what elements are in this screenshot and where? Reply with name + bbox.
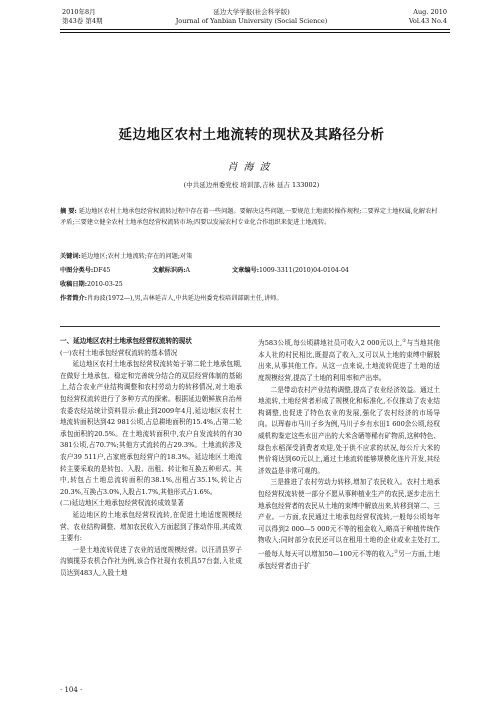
- classification-text: DF45: [93, 267, 111, 274]
- paragraph: 延边地区的土地承包经营权流转,在促进土地适度规模经营、农业结构调整、增加农民收入方面起到了推动作用,其成效主要有:: [60, 510, 242, 543]
- paragraph-text: 另一方面,土地承包经营者由于扩: [258, 550, 440, 570]
- header-volume-en: Vol.43 No.4: [408, 17, 447, 25]
- journal-name-cn: 延边大学学报(社会科学版): [213, 8, 290, 16]
- author-bio-text: 肖海波(1972—),男,吉林延吉人,中共延边州委党校培训部副主任,讲师。: [87, 295, 283, 302]
- article-no-label: 文章编号:: [231, 267, 259, 274]
- author-bio-label: 作者简介:: [60, 295, 88, 302]
- paragraph: 二是带动农村产业结构调整,提高了农业经济效益。通过土地流转,土地经营者形成了规模化和标准化,不仅推动了农业结构调整,也促进了特色农业的发展,强化了农村经济的市场导向。以珲春市马川子乡为例,马川子乡有水田1 600余公顷,经权威机构鉴定这些水田产出的大米含硒等稀有矿物质,这种特色、绿色水稻深受消费者欢迎,处于供不应求的状况,每公斤大米的售价将达到60元以上,通过土地流转能够规模化连片开发,其经济效益是非常可观的。: [258, 385, 440, 475]
- footnote-ref: ①: [402, 339, 407, 344]
- classification-line: [60, 266, 450, 276]
- abstract-label: 摘 要:: [60, 208, 77, 215]
- footnote-ref: ②: [393, 549, 399, 555]
- front-matter-divider: [60, 326, 440, 327]
- received-date: [60, 280, 123, 290]
- paragraph-text: 为583公顷,每公顷耕地社员可收入2 000元以上,: [258, 339, 403, 348]
- header-date-en: Aug. 2010: [413, 8, 447, 16]
- paragraph: 一是土地流转促进了农业的适度规模经营。以汪清县罗子沟镇揽芬农机合作社为例,该合作社现有农机具57台套,入社成员达到483人,入股土地: [60, 545, 242, 577]
- received-label: 收稿日期:: [60, 281, 88, 288]
- abstract: [60, 206, 440, 228]
- article-author: 肖海波: [227, 162, 276, 173]
- right-column: [258, 336, 440, 572]
- author-affiliation: (中共延边州委党校 培训部,吉林 延吉 133002): [183, 181, 320, 189]
- doc-code-label: 文献标识码:: [152, 267, 186, 274]
- keywords-label: 关键词:: [60, 253, 81, 260]
- abstract-text: 延边地区农村土地承包经营权流转过程中存在着一些问题。要解决这些问题,一要规范土地流转操作规程;二要界定土地权属,化解农村矛盾;三要建立健全农村土地承包经营权流转市场;四要以发展农村专业化合作组织来促进土地流转。: [60, 208, 438, 227]
- subsection-heading-1: (一)农村土地承包经营权流转的基本情况: [60, 348, 178, 357]
- author-bio: [60, 294, 283, 304]
- article-no-text: 1009-3311(2010)04-0104-04: [259, 267, 349, 274]
- left-column: [60, 336, 242, 579]
- subsection-heading-2: (二)延边地区土地承包经营权流转成效显著: [60, 499, 184, 508]
- header-rule-thick: [60, 29, 450, 30]
- received-text: 2010-03-25: [87, 281, 123, 288]
- keywords-text: 延边地区;农村土地流转;存在的问题;对策: [80, 253, 193, 260]
- paragraph: [258, 336, 440, 385]
- paragraph: 延边地区农村土地承包经营权流转始于第二轮土地承包期,在做好土地承包、稳定和完善统分结合的双层经营体制的基础上,结合农业产业结构调整和农村劳动力的转移情况,对土地承包经营权流转进行了多种方式的探索。根据延边朝鲜族自治州农委农经站统计资料显示:截止到2009年4月,延边地区农村土地流转面积达到42 981公顷,占总耕地面积的15.4%,占第二轮承包面积的20.5%。在土地流转面积中,农户自发流转的有30 381公顷,占70.7%;其他方式流转的占29.3%。土地流转涉及农户39 511户,占家庭承包经营户的18.3%。延边地区土地流转主要采取的是转包、入股、出租、转让和互换五种形式。其中,转包占土地总流转面积的38.1%,出租占35.1%,转让占20.3%,互换占3.0%,入股占1.7%,其他形式占1.6%。: [60, 360, 242, 496]
- paragraph-text: 与当地其他本人社的村民相比,既提高了收入,又可以从土地的束缚中解脱出来,从事其他工作。从这一点来说,土地流转促进了土地的适度规模经营,提高了土地的利用率和产出率。: [258, 339, 441, 382]
- header-date: 2010年8月: [62, 8, 96, 16]
- section-heading-1: 一、延边地区农村土地承包经营权流转的现状: [60, 337, 192, 345]
- header-rule-thin: [60, 32, 450, 33]
- paragraph-text: 三是推进了农村劳动力转移,增加了农民收入。农村土地承包经营权流转使一部分不愿从事种植业生产的农民,逐步走出土地承包经营者的农民从土地的束缚中解放出来,转移到第二、三产业。一方面,农民通过土地承包经营权流转,一般每公顷每年可以得到2 000—5 000元不等的租金收入,略高于种植传统作物收入;同时部分农民还可以在租用土地的企业或业主处打工,一般每人每天可以增加50—100元不等的收入;: [258, 478, 440, 559]
- journal-name-en: Journal of Yanbian University (Social Science): [175, 17, 328, 25]
- keywords: [60, 252, 192, 262]
- header-volume: 第43卷 第4期: [62, 17, 103, 25]
- paragraph: [258, 477, 440, 572]
- classification-label: 中图分类号:: [60, 267, 94, 274]
- header-right: [409, 8, 447, 26]
- doc-code-text: A: [185, 267, 191, 274]
- article-title: 延边地区农村土地流转的现状及其路径分析: [118, 127, 385, 143]
- page-number: · 104 ·: [60, 686, 83, 694]
